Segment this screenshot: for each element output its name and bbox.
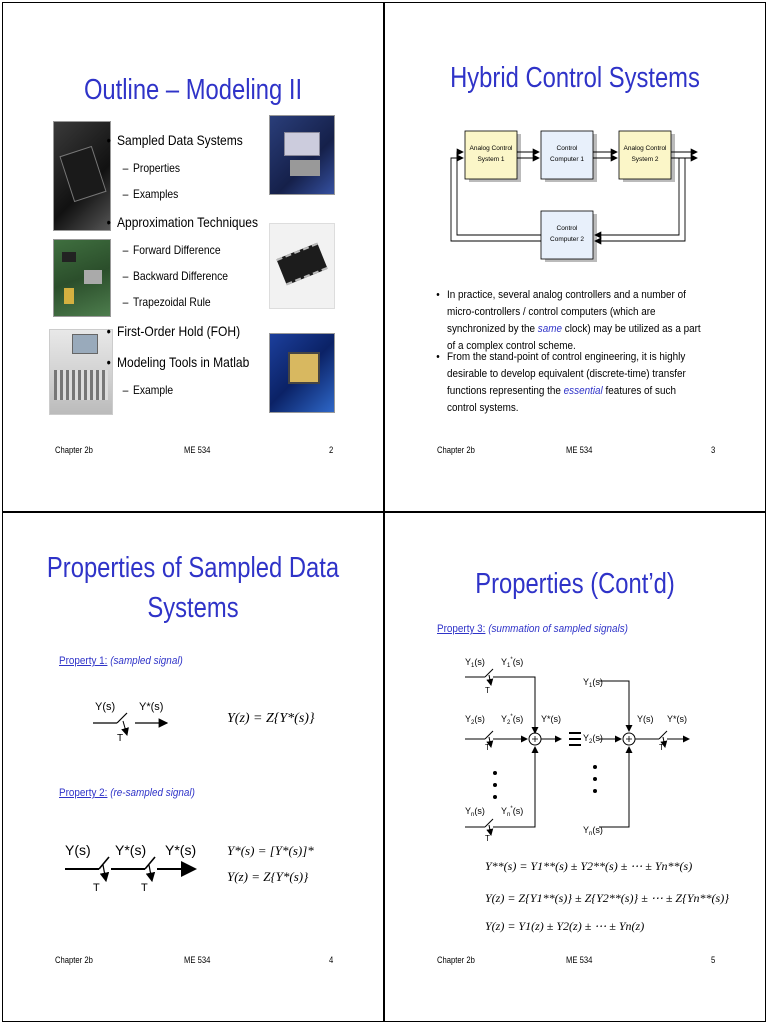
slide-title: Outline – Modeling II	[83, 74, 303, 106]
computer-equipment-photo	[49, 329, 113, 415]
svg-text:Y*(s): Y*(s)	[165, 842, 197, 858]
chip-photo-1	[53, 121, 111, 231]
svg-text:Y1(s): $Y_1(s)$	[465, 657, 485, 669]
analog-control-system-2-block	[619, 131, 671, 179]
svg-text:Y2(s): $Y_2(s)$	[583, 733, 603, 745]
sub-bullet-backward: – Backward Difference	[133, 269, 228, 283]
footer-page: 3	[711, 445, 716, 455]
equation-property-1: Y(z) = Z{Y*(s)}	[227, 711, 315, 726]
sampler-t-label: T	[117, 733, 124, 744]
footer-chapter: Chapter 2b	[55, 955, 93, 965]
slide-properties-contd	[384, 512, 766, 1022]
svg-text:Y(s): Y(s)	[65, 842, 91, 858]
property-2-label: Property 2: (re-sampled signal)	[59, 787, 195, 799]
property-1-label: Property 1: (sampled signal)	[59, 655, 183, 667]
property-3-label: Property 3: (summation of sampled signals)	[437, 623, 628, 635]
equation-sum-1: Y**(s) = Y1**(s) ± Y2**(s) ± ⋯ ± Yn**(s)	[485, 859, 693, 873]
slide-title-line1: Properties of Sampled Data	[46, 552, 340, 584]
svg-text:Y2*(s): $Y_2^*(s)$	[501, 714, 524, 726]
control-computer-1-block	[541, 131, 593, 179]
electronic-module-photo	[269, 115, 335, 195]
sub-bullet-trapezoidal: – Trapezoidal Rule	[133, 295, 211, 309]
bullet-sampled-data: • Sampled Data Systems	[117, 132, 243, 148]
slide-title-line2: Systems	[147, 592, 239, 624]
control-computer-2-block	[541, 211, 593, 259]
analog2-label-line1: Analog Control	[623, 145, 667, 152]
footer-page: 4	[329, 955, 334, 965]
computer2-label-line2: Computer 2	[550, 236, 584, 243]
slide-title: Properties (Cont’d)	[475, 568, 675, 600]
sub-bullet-forward: – Forward Difference	[133, 243, 221, 257]
svg-text:Y1*(s): $Y_1^*(s)$	[501, 657, 524, 669]
sub-bullet-properties: – Properties	[133, 161, 180, 175]
footer-course: ME 534	[566, 445, 593, 455]
hybrid-bullet-1: • In practice, several analog controllers and a number of micro-controllers / control computers (which are synchronized by the same clock) may be utilized as a part of a complex control scheme.	[447, 287, 708, 355]
circuit-board-photo	[53, 239, 111, 317]
sub-bullet-examples: – Examples	[133, 187, 178, 201]
svg-text:Y(s): Y(s)	[637, 714, 654, 724]
ic-chip-photo	[269, 223, 335, 309]
computer1-label-line1: Control	[556, 145, 578, 152]
equation-sum-2: Y(z) = Z{Y1**(s)} ± Z{Y2**(s)} ± ⋯ ± Z{Yn**(s)}	[485, 891, 730, 905]
sampler-diagram-2	[3, 833, 384, 903]
equation-sum-3: Y(z) = Y1(z) ± Y2(z) ± ⋯ ± Yn(z)	[485, 919, 645, 933]
footer-chapter: Chapter 2b	[437, 955, 475, 965]
svg-text:Y*(s): Y*(s)	[541, 714, 561, 724]
computer1-label-line2: Computer 1	[550, 156, 584, 163]
slide-outline	[2, 2, 384, 512]
bullet-foh: • First-Order Hold (FOH)	[117, 323, 240, 339]
computer2-label-line1: Control	[556, 225, 578, 232]
analog-control-system-1-block	[465, 131, 517, 179]
equation-property-2a: Y*(s) = [Y*(s)]*	[227, 843, 314, 858]
footer-page: 2	[329, 445, 334, 455]
footer-chapter: Chapter 2b	[437, 445, 475, 455]
svg-text:T: T	[141, 882, 148, 894]
svg-text:Yn(s): $Y_n(s)$	[583, 825, 603, 837]
footer-chapter: Chapter 2b	[55, 445, 93, 455]
sub-bullet-example: – Example	[133, 383, 173, 397]
svg-text:Y*(s): Y*(s)	[667, 714, 687, 724]
svg-text:T: T	[659, 743, 664, 752]
svg-text:Y1(s): $Y_1(s)$	[583, 677, 603, 689]
sampler-diagram-1	[3, 693, 384, 753]
slide-properties	[2, 512, 384, 1022]
slide-hybrid-control	[384, 2, 766, 512]
summation-diagram	[385, 651, 766, 851]
footer-page: 5	[711, 955, 716, 965]
svg-text:T: T	[485, 743, 490, 752]
svg-text:Yn*(s): $Y_n^*(s)$	[501, 806, 524, 818]
processor-in-hand-photo	[269, 333, 335, 413]
analog1-label-line2: System 1	[477, 156, 505, 163]
footer-course: ME 534	[184, 445, 211, 455]
svg-text:Y2(s): $Y_2(s)$	[465, 714, 485, 726]
footer-course: ME 534	[184, 955, 211, 965]
svg-text:Yn(s): $Y_n(s)$	[465, 806, 485, 818]
slide-title: Hybrid Control Systems	[450, 62, 700, 94]
equation-property-2b: Y(z) = Z{Y*(s)}	[227, 869, 309, 884]
hybrid-bullet-2: • From the stand-point of control engineering, it is highly desirable to develop equivalent (discrete-time) transfer functions representing the essential features of such control systems.	[447, 349, 708, 417]
analog2-label-line2: System 2	[631, 156, 659, 163]
footer-course: ME 534	[566, 955, 593, 965]
analog1-label-line1: Analog Control	[469, 145, 513, 152]
signal-ystar-label: Y*(s)	[139, 701, 164, 713]
bullet-approximation: • Approximation Techniques	[117, 214, 258, 230]
svg-text:Y*(s): Y*(s)	[115, 842, 147, 858]
hybrid-block-diagram	[385, 121, 766, 281]
svg-text:T: T	[485, 686, 490, 695]
bullet-matlab: • Modeling Tools in Matlab	[117, 354, 249, 370]
svg-text:T: T	[485, 834, 490, 843]
svg-text:T: T	[93, 882, 100, 894]
signal-y-label: Y(s)	[95, 701, 116, 713]
